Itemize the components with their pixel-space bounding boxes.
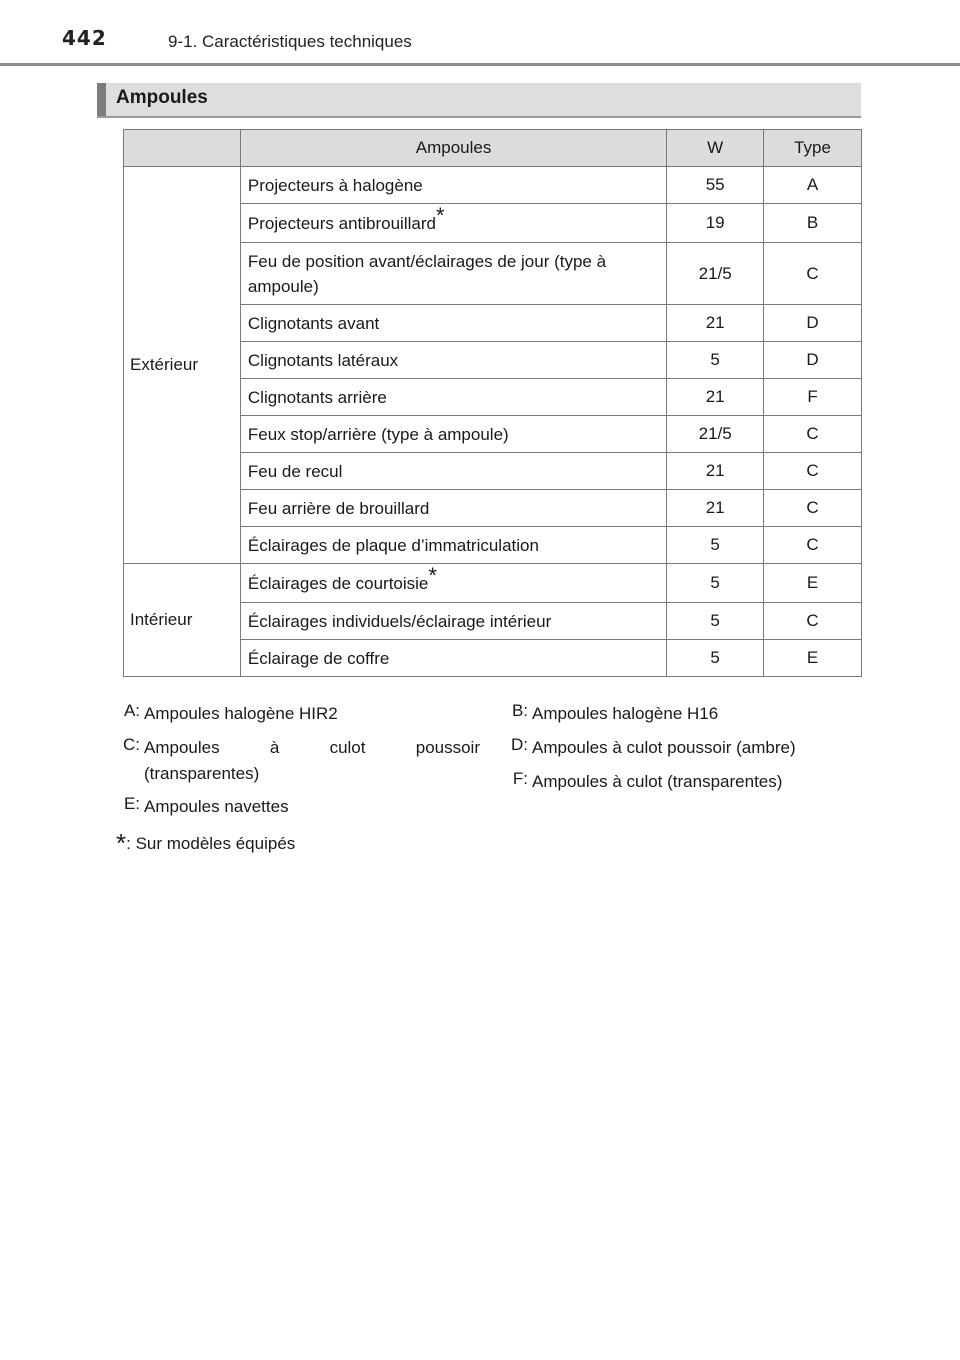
legend-text-line1: Ampoules à culot poussoir <box>144 738 480 757</box>
bulb-name: Feu de position avant/éclairages de jour (type à ampoule) <box>240 243 666 305</box>
bulb-name: Feu de recul <box>240 453 666 490</box>
section-accent <box>97 83 106 116</box>
legend-text: Ampoules à culot (transparentes) <box>532 772 783 791</box>
bulb-name: Éclairages de plaque d’immatriculation <box>240 527 666 564</box>
column-header-watt: W <box>667 130 764 167</box>
bulb-name: Projecteurs à halogène <box>240 167 666 204</box>
column-header-bulbs: Ampoules <box>240 130 666 167</box>
bulb-watt: 21 <box>667 453 764 490</box>
bulb-watt: 55 <box>667 167 764 204</box>
bulb-type: C <box>764 490 862 527</box>
legend-text-line2: (transparentes) <box>144 764 260 783</box>
legend-item-a <box>116 701 486 727</box>
footnote-text: : Sur modèles équipés <box>126 834 296 853</box>
bulb-type: B <box>764 204 862 243</box>
bulb-name: Clignotants latéraux <box>240 342 666 379</box>
optional-marker: * <box>435 202 445 228</box>
bulb-watt: 5 <box>667 564 764 603</box>
column-header-group <box>124 130 241 167</box>
bulb-name: Éclairages individuels/éclairage intérieur <box>240 603 666 640</box>
legend-key: A: <box>123 701 140 720</box>
legend-key: B: <box>511 701 528 720</box>
header-divider <box>0 63 960 66</box>
table-row <box>124 564 862 603</box>
bulb-type: E <box>764 640 862 677</box>
bulb-watt: 5 <box>667 342 764 379</box>
legend-item-e <box>116 794 486 820</box>
legend-text: Ampoules à culot poussoir (ambre) <box>532 738 796 757</box>
legend-text: Ampoules navettes <box>144 797 289 816</box>
bulb-type: C <box>764 453 862 490</box>
legend-item-f <box>504 769 844 795</box>
bulb-watt: 21 <box>667 305 764 342</box>
bulb-name-cell <box>240 564 666 603</box>
bulb-name: Feu arrière de brouillard <box>240 490 666 527</box>
bulb-name: Éclairages de courtoisie <box>247 573 429 593</box>
bulb-watt: 21 <box>667 379 764 416</box>
legend-key: E: <box>123 794 140 813</box>
bulb-watt: 21/5 <box>667 243 764 305</box>
bulb-name: Clignotants avant <box>240 305 666 342</box>
legend-item-b <box>504 701 844 727</box>
column-header-type: Type <box>764 130 862 167</box>
bulb-watt: 5 <box>667 640 764 677</box>
bulb-type: C <box>764 243 862 305</box>
bulb-type: C <box>764 416 862 453</box>
legend-key: C: <box>123 735 140 754</box>
bulb-watt: 5 <box>667 527 764 564</box>
bulb-type: F <box>764 379 862 416</box>
bulbs-table <box>123 129 862 677</box>
bulb-watt: 21 <box>667 490 764 527</box>
legend-key: D: <box>511 735 528 754</box>
bulb-name: Clignotants arrière <box>240 379 666 416</box>
page-header <box>0 0 960 66</box>
bulb-watt: 19 <box>667 204 764 243</box>
table-header-row <box>124 130 862 167</box>
optional-marker: * <box>428 562 437 588</box>
footnote-marker: * <box>116 828 127 858</box>
section-heading-bar <box>97 83 861 118</box>
legend-item-c <box>116 735 486 787</box>
section-title: Ampoules <box>116 87 208 108</box>
bulb-watt: 21/5 <box>667 416 764 453</box>
bulb-type: D <box>764 305 862 342</box>
legend-text: Ampoules halogène H16 <box>532 704 719 723</box>
page-number: 442 <box>62 26 107 50</box>
footnote <box>116 825 295 856</box>
chapter-title: 9-1. Caractéristiques techniques <box>168 32 412 51</box>
bulb-type: D <box>764 342 862 379</box>
bulb-type: A <box>764 167 862 204</box>
legend-item-d <box>504 735 844 761</box>
bulb-type: C <box>764 527 862 564</box>
bulb-type: C <box>764 603 862 640</box>
bulb-watt: 5 <box>667 603 764 640</box>
legend-text: Ampoules halogène HIR2 <box>144 704 338 723</box>
bulb-name: Feux stop/arrière (type à ampoule) <box>240 416 666 453</box>
legend-key: F: <box>512 769 528 788</box>
group-label-interior: Intérieur <box>124 564 241 677</box>
bulb-name-cell <box>240 204 666 243</box>
table-row <box>124 167 862 204</box>
group-label-exterior: Extérieur <box>124 167 241 564</box>
bulb-name: Éclairage de coffre <box>240 640 666 677</box>
bulb-name: Projecteurs antibrouillard <box>247 213 436 233</box>
bulb-type: E <box>764 564 862 603</box>
